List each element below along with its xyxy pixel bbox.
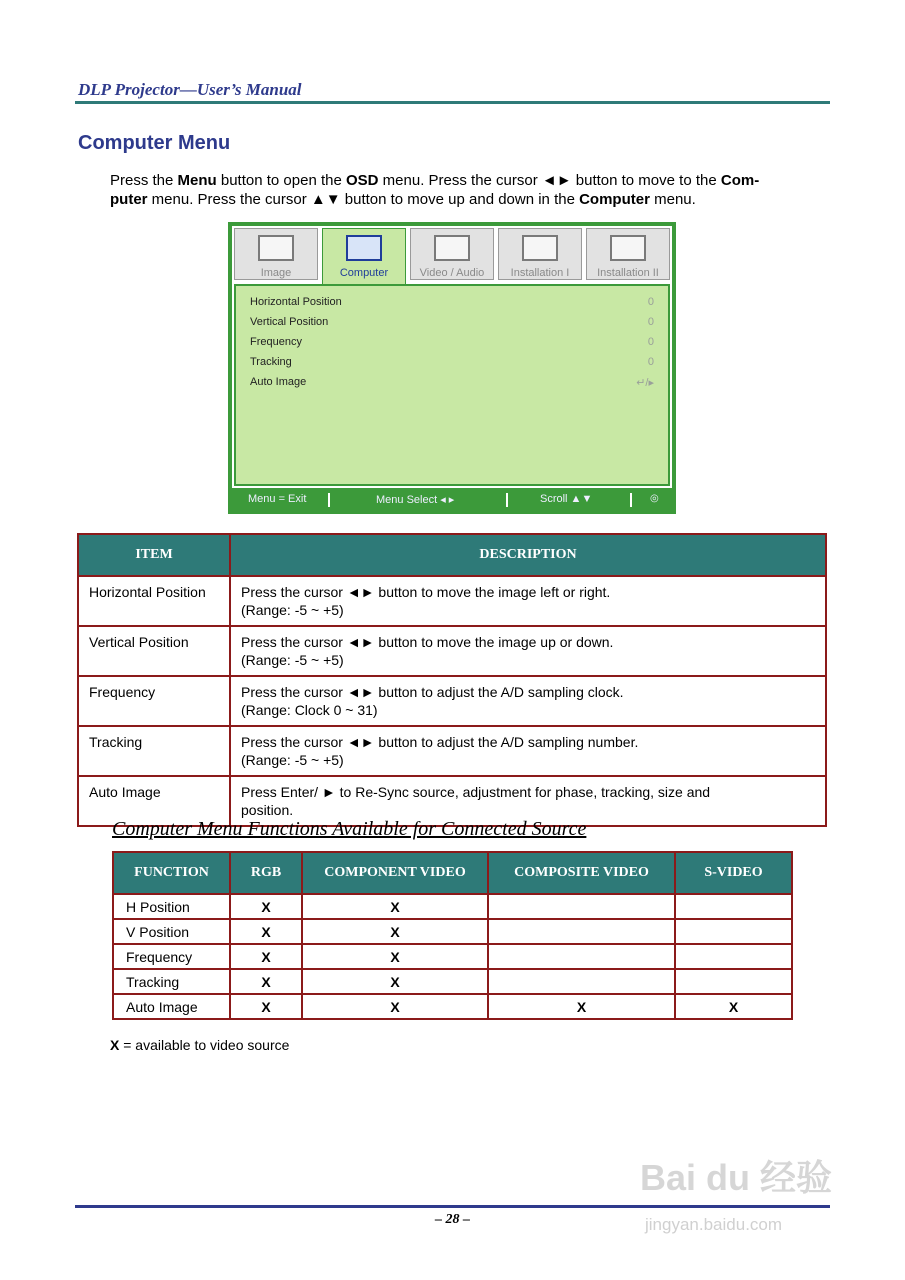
speaker-icon	[434, 235, 470, 261]
osd-row[interactable]: Auto Image ↵/▸	[250, 376, 654, 389]
function-availability-table	[112, 851, 793, 1020]
item-description-table	[77, 533, 827, 827]
table-row: Frequency Press the cursor ◄► button to adjust the A/D sampling clock. (Range: Clock 0 ~ 31)	[78, 676, 826, 726]
osd-row[interactable]: Horizontal Position 0	[250, 296, 654, 308]
osd-screenshot	[228, 222, 676, 514]
osd-status-bar	[232, 490, 672, 510]
table-row: Frequency X X	[113, 944, 792, 969]
tab-image[interactable]: Image	[234, 228, 318, 280]
osd-menu-panel	[234, 284, 670, 486]
tab-computer[interactable]: Computer	[322, 228, 406, 288]
watermark-logo: Bai du 经验	[640, 1157, 833, 1198]
divider	[328, 493, 330, 507]
th-function: FUNCTION	[113, 852, 230, 894]
osd-exit-hint: Menu = Exit	[248, 493, 307, 505]
section-title: Computer Menu	[78, 132, 231, 154]
table-row: Tracking Press the cursor ◄► button to adjust the A/D sampling number. (Range: -5 ~ +5)	[78, 726, 826, 776]
th-rgb: RGB	[230, 852, 302, 894]
watermark-url: jingyan.baidu.com	[645, 1215, 783, 1234]
th-description: DESCRIPTION	[230, 534, 826, 576]
table-row: V Position X X	[113, 919, 792, 944]
th-svideo: S-VIDEO	[675, 852, 792, 894]
table-row: Tracking X X	[113, 969, 792, 994]
table-row: H Position X X	[113, 894, 792, 919]
projector-icon	[522, 235, 558, 261]
osd-row[interactable]: Frequency 0	[250, 336, 654, 348]
footer-rule	[75, 1205, 830, 1208]
osd-row[interactable]: Vertical Position 0	[250, 316, 654, 328]
header-title: DLP Projector—User’s Manual	[78, 80, 302, 99]
tab-video-audio[interactable]: Video / Audio	[410, 228, 494, 280]
table-row: Horizontal Position Press the cursor ◄► button to move the image left or right. (Range: -5 ~ +5)	[78, 576, 826, 626]
osd-select-hint: Menu Select ◂ ▸	[376, 494, 455, 506]
computer-icon	[346, 235, 382, 261]
table-row: Vertical Position Press the cursor ◄► button to move the image up or down. (Range: -5 ~ +5)	[78, 626, 826, 676]
lightbulb-icon: ◎	[650, 493, 659, 504]
divider	[506, 493, 508, 507]
osd-scroll-hint: Scroll ▲▼	[540, 493, 593, 505]
th-composite: COMPOSITE VIDEO	[488, 852, 675, 894]
table-row: Auto Image X X X X	[113, 994, 792, 1019]
table-row: Auto Image Press Enter/ ► to Re-Sync source, adjustment for phase, tracking, size and position.	[78, 776, 826, 826]
divider	[630, 493, 632, 507]
header-rule	[75, 101, 830, 104]
th-item: ITEM	[78, 534, 230, 576]
monitor-icon	[258, 235, 294, 261]
page-number: – 28 –	[435, 1212, 470, 1227]
legend-note: X = available to video source	[110, 1037, 290, 1053]
projector-icon	[610, 235, 646, 261]
intro-paragraph: Press the Menu button to open the OSD menu. Press the cursor ◄► button to move to the Com- puter menu. Press the cursor ▲▼ button to move up and down in the Computer menu.	[110, 172, 760, 208]
osd-row[interactable]: Tracking 0	[250, 356, 654, 368]
tab-installation-1[interactable]: Installation I	[498, 228, 582, 280]
tab-installation-2[interactable]: Installation II	[586, 228, 670, 280]
table-caption: Computer Menu Functions Available for Connected Source	[112, 818, 587, 840]
th-component: COMPONENT VIDEO	[302, 852, 488, 894]
